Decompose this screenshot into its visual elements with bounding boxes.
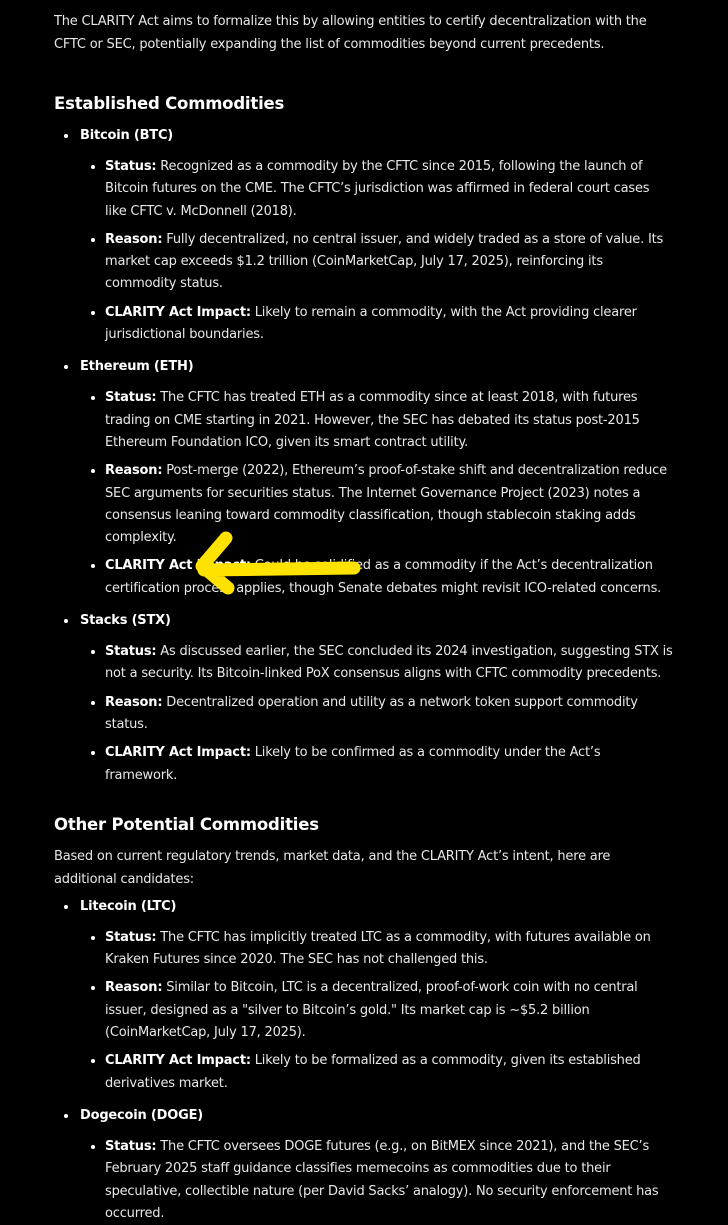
asset-name: Ethereum (ETH) bbox=[80, 359, 194, 375]
other-list bbox=[54, 896, 674, 1225]
section-heading-established: Established Commodities bbox=[54, 94, 285, 113]
detail-item: Status: As discussed earlier, the SEC concluded its 2024 investigation, suggesting STX is not a security. Its Bitcoin-linked PoX consensus aligns with CFTC commodity precedents. bbox=[54, 641, 674, 686]
detail-item: CLARITY Act Impact: Likely to be confirmed as a commodity under the Act’s framework. bbox=[54, 742, 674, 787]
asset-name: Stacks (STX) bbox=[80, 613, 171, 629]
detail-item: Reason: Fully decentralized, no central issuer, and widely traded as a store of value. Its market cap exceeds $1.2 trillion (CoinMarketCap, July 17, 2025), reinforcing its commodity status. bbox=[54, 229, 674, 296]
detail-item: Reason: Similar to Bitcoin, LTC is a decentralized, proof-of-work coin with no central issuer, designed as a "silver to Bitcoin’s gold." Its market cap is ~$5.2 billion (CoinMarketCap, July 17, 2025). bbox=[54, 977, 674, 1044]
detail-item: CLARITY Act Impact: Could be solidified as a commodity if the Act’s decentralization certification process applies, though Senate debates might revisit ICO-related concerns. bbox=[54, 555, 674, 600]
section-heading-other: Other Potential Commodities bbox=[54, 814, 319, 834]
list-item-ethereum bbox=[54, 356, 674, 378]
list-item-litecoin bbox=[54, 896, 674, 918]
article-content bbox=[54, 10, 674, 1225]
detail-item: Status: The CFTC has treated ETH as a commodity since at least 2018, with futures trading on CME starting in 2021. However, the SEC has debated its status post-2015 Ethereum Foundation ICO, given its smart contract utility. bbox=[54, 387, 674, 454]
detail-item: Status: Recognized as a commodity by the CFTC since 2015, following the launch of Bitcoin futures on the CME. The CFTC’s jurisdiction was affirmed in federal court cases like CFTC v. McDonnell (2018). bbox=[54, 156, 674, 223]
detail-item: Reason: Decentralized operation and utility as a network token support commodity status. bbox=[54, 692, 674, 737]
detail-item: CLARITY Act Impact: Likely to be formalized as a commodity, given its established derivatives market. bbox=[54, 1050, 674, 1095]
list-item-bitcoin bbox=[54, 125, 674, 147]
section-intro: Based on current regulatory trends, market data, and the CLARITY Act’s intent, here are additional candidates: bbox=[54, 848, 611, 887]
yellow-arrow-left-icon bbox=[186, 526, 366, 596]
detail-item: CLARITY Act Impact: Likely to remain a commodity, with the Act providing clearer jurisdictional boundaries. bbox=[54, 302, 674, 347]
list-item-stacks bbox=[54, 610, 674, 632]
established-list bbox=[54, 125, 674, 787]
detail-item: Status: The CFTC has implicitly treated LTC as a commodity, with futures available on Kraken Futures since 2020. The SEC has not challenged this. bbox=[54, 927, 674, 972]
intro-paragraph: The CLARITY Act aims to formalize this by allowing entities to certify decentralization with the CFTC or SEC, potentially expanding the list of commodities beyond current precedents. bbox=[54, 14, 647, 52]
detail-item: Status: The CFTC oversees DOGE futures (e.g., on BitMEX since 2021), and the SEC’s February 2025 staff guidance classifies memecoins as commodities due to their speculative, collectible nature (per David Sacks’ analogy). No security enforcement has occurred. bbox=[54, 1136, 674, 1225]
asset-name: Dogecoin (DOGE) bbox=[80, 1107, 203, 1123]
detail-item: Reason: Post-merge (2022), Ethereum’s proof-of-stake shift and decentralization reduce SEC arguments for securities status. The Internet Governance Project (2023) notes a consensus leaning toward commodity classification, though stablecoin staking adds complexity. bbox=[54, 460, 674, 549]
asset-name: Bitcoin (BTC) bbox=[80, 128, 174, 143]
list-item-dogecoin bbox=[54, 1105, 674, 1127]
asset-name: Litecoin (LTC) bbox=[80, 898, 177, 914]
